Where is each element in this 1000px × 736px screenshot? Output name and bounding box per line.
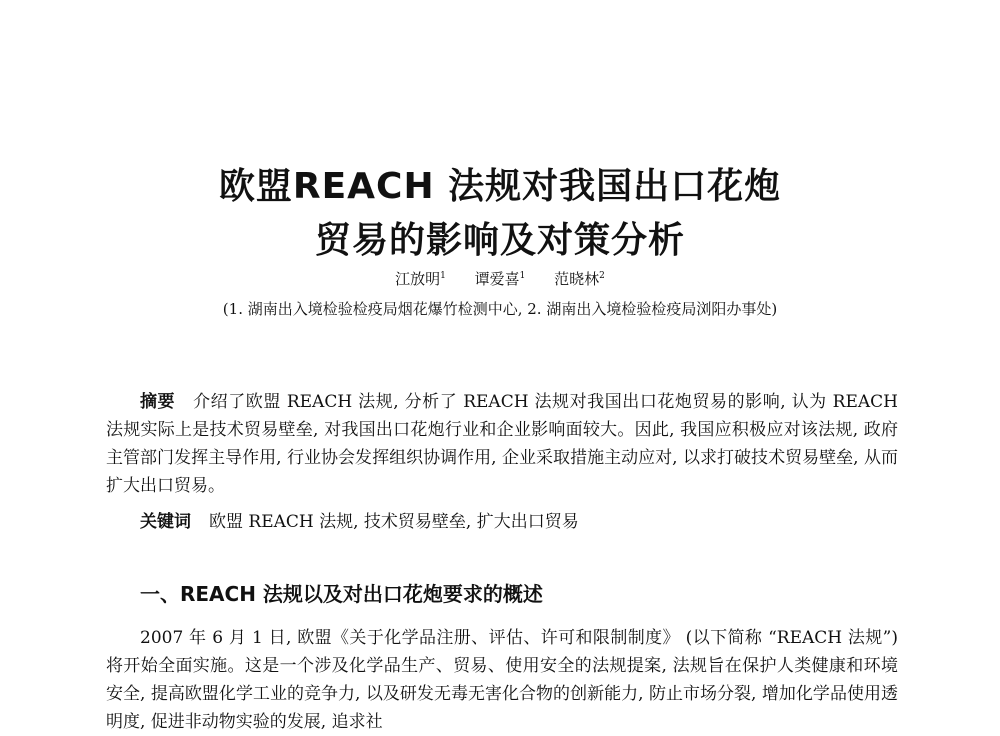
keywords (106, 508, 898, 536)
affiliations: (1. 湖南出入境检验检疫局烟花爆竹检测中心, 2. 湖南出入境检验检疫局浏阳办事处) (222, 300, 778, 318)
author-name: 范晓林 (554, 270, 600, 288)
body-paragraph: 2007 年 6 月 1 日, 欧盟《关于化学品注册、评估、许可和限制制度》 (以下简称 “REACH 法规”) 将开始全面实施。这是一个涉及化学品生产、贸易、使用安全的法规提案, 法规旨在保护人类健康和环境安全, 提高欧盟化学工业的竞争力, 以及研发无毒无害化合物的创新能力, 防止市场分裂, 增加化学品使用透明度, 促进非动物实验的发展, 追求社 (106, 628, 898, 732)
keywords-text: 欧盟 REACH 法规, 技术贸易壁垒, 扩大出口贸易 (209, 512, 579, 532)
author-affiliation-mark: 2 (599, 271, 605, 281)
keywords-label: 关键词 (140, 512, 191, 532)
author-name: 谭爱喜 (474, 270, 520, 288)
author (395, 270, 446, 288)
abstract (106, 388, 898, 500)
author-affiliation-mark: 1 (519, 271, 526, 281)
abstract-label: 摘要 (140, 392, 176, 412)
author-name: 江放明 (395, 270, 441, 288)
author (475, 270, 526, 288)
abstract-text: 介绍了欧盟 REACH 法规, 分析了 REACH 法规对我国出口花炮贸易的影响, 认为 REACH 法规实际上是技术贸易壁垒, 对我国出口花炮行业和企业影响面较大。因此, 我国应积极应对该法规, 政府主管部门发挥主导作用, 行业协会发挥组织协调作用, 企业采取措施主动应对, 以求打破技术贸易壁垒, 从而扩大出口贸易。 (106, 392, 898, 496)
author-list (0, 268, 1000, 289)
paper-title-line-2: 贸易的影响及对策分析 (314, 220, 685, 261)
author-affiliation-mark: 1 (440, 271, 446, 281)
paper-title-line-1: 欧盟REACH 法规对我国出口花炮 (218, 166, 782, 207)
section-heading: 一、REACH 法规以及对出口花炮要求的概述 (140, 582, 543, 606)
author (554, 270, 605, 288)
